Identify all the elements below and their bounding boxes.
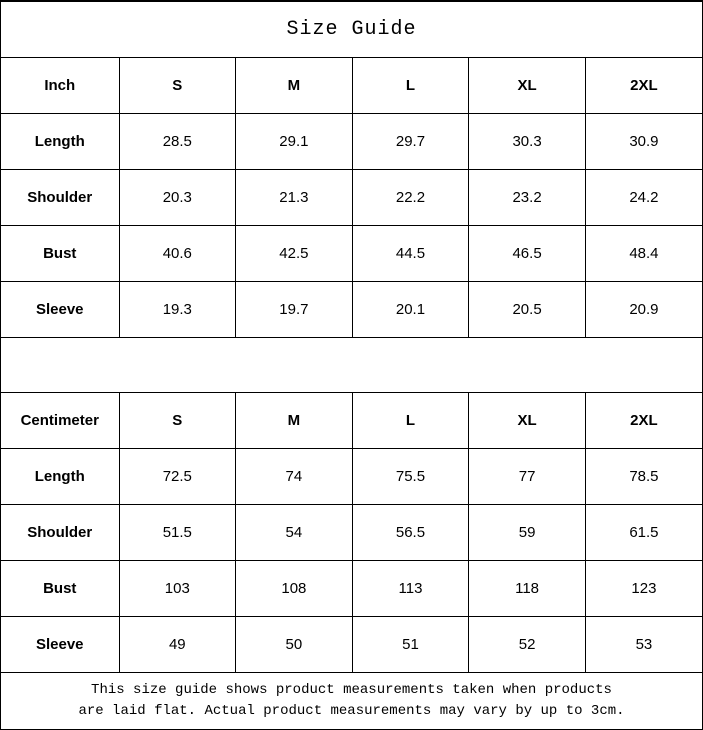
table-row bbox=[1, 226, 702, 282]
size-column-header: S bbox=[119, 58, 236, 114]
measurement-cell: 75.5 bbox=[352, 449, 469, 505]
row-label: Sleeve bbox=[1, 282, 119, 338]
measurement-cell: 20.1 bbox=[352, 282, 469, 338]
unit-label-cell: Inch bbox=[1, 58, 119, 114]
row-label: Bust bbox=[1, 226, 119, 282]
measurement-cell: 24.2 bbox=[585, 170, 702, 226]
measurement-cell: 20.5 bbox=[469, 282, 586, 338]
unit-label-cell: Centimeter bbox=[1, 393, 119, 449]
table-row bbox=[1, 561, 702, 617]
disclaimer-line-1: This size guide shows product measurements taken when products bbox=[91, 682, 612, 698]
table-row bbox=[1, 617, 702, 673]
measurement-cell: 19.3 bbox=[119, 282, 236, 338]
size-column-header: 2XL bbox=[585, 393, 702, 449]
row-label: Length bbox=[1, 449, 119, 505]
size-column-header: L bbox=[352, 58, 469, 114]
measurement-cell: 21.3 bbox=[236, 170, 353, 226]
measurement-cell: 113 bbox=[352, 561, 469, 617]
measurement-cell: 48.4 bbox=[585, 226, 702, 282]
measurement-cell: 77 bbox=[469, 449, 586, 505]
table-header-row bbox=[1, 393, 702, 449]
measurement-cell: 50 bbox=[236, 617, 353, 673]
measurement-cell: 44.5 bbox=[352, 226, 469, 282]
measurement-cell: 56.5 bbox=[352, 505, 469, 561]
table-row bbox=[1, 505, 702, 561]
measurement-cell: 46.5 bbox=[469, 226, 586, 282]
measurement-cell: 52 bbox=[469, 617, 586, 673]
measurement-cell: 108 bbox=[236, 561, 353, 617]
row-label: Length bbox=[1, 114, 119, 170]
measurement-cell: 103 bbox=[119, 561, 236, 617]
measurement-cell: 42.5 bbox=[236, 226, 353, 282]
measurement-cell: 19.7 bbox=[236, 282, 353, 338]
measurement-cell: 118 bbox=[469, 561, 586, 617]
size-column-header: XL bbox=[469, 58, 586, 114]
table-gap-row bbox=[1, 338, 702, 393]
row-label: Bust bbox=[1, 561, 119, 617]
page-title: Size Guide bbox=[1, 2, 702, 58]
size-column-header: 2XL bbox=[585, 58, 702, 114]
table-row bbox=[1, 170, 702, 226]
measurement-cell: 30.9 bbox=[585, 114, 702, 170]
measurement-cell: 49 bbox=[119, 617, 236, 673]
measurement-cell: 30.3 bbox=[469, 114, 586, 170]
measurement-cell: 28.5 bbox=[119, 114, 236, 170]
size-column-header: M bbox=[236, 58, 353, 114]
inch-table-body bbox=[1, 58, 702, 338]
measurement-disclaimer bbox=[1, 673, 702, 729]
size-column-header: M bbox=[236, 393, 353, 449]
inch-size-table bbox=[1, 58, 702, 338]
measurement-cell: 40.6 bbox=[119, 226, 236, 282]
measurement-cell: 22.2 bbox=[352, 170, 469, 226]
table-row bbox=[1, 449, 702, 505]
measurement-cell: 54 bbox=[236, 505, 353, 561]
size-column-header: XL bbox=[469, 393, 586, 449]
size-column-header: S bbox=[119, 393, 236, 449]
measurement-cell: 20.9 bbox=[585, 282, 702, 338]
table-header-row bbox=[1, 58, 702, 114]
measurement-cell: 29.1 bbox=[236, 114, 353, 170]
measurement-cell: 20.3 bbox=[119, 170, 236, 226]
table-row bbox=[1, 282, 702, 338]
measurement-cell: 53 bbox=[585, 617, 702, 673]
measurement-cell: 74 bbox=[236, 449, 353, 505]
measurement-cell: 78.5 bbox=[585, 449, 702, 505]
table-row bbox=[1, 114, 702, 170]
centimeter-size-table bbox=[1, 393, 702, 673]
measurement-cell: 23.2 bbox=[469, 170, 586, 226]
size-column-header: L bbox=[352, 393, 469, 449]
measurement-cell: 72.5 bbox=[119, 449, 236, 505]
measurement-cell: 51 bbox=[352, 617, 469, 673]
row-label: Shoulder bbox=[1, 170, 119, 226]
row-label: Sleeve bbox=[1, 617, 119, 673]
measurement-cell: 59 bbox=[469, 505, 586, 561]
measurement-cell: 61.5 bbox=[585, 505, 702, 561]
centimeter-table-body bbox=[1, 393, 702, 673]
measurement-cell: 123 bbox=[585, 561, 702, 617]
measurement-cell: 29.7 bbox=[352, 114, 469, 170]
row-label: Shoulder bbox=[1, 505, 119, 561]
measurement-cell: 51.5 bbox=[119, 505, 236, 561]
disclaimer-line-2: are laid flat. Actual product measurements may vary by up to 3cm. bbox=[78, 703, 625, 719]
